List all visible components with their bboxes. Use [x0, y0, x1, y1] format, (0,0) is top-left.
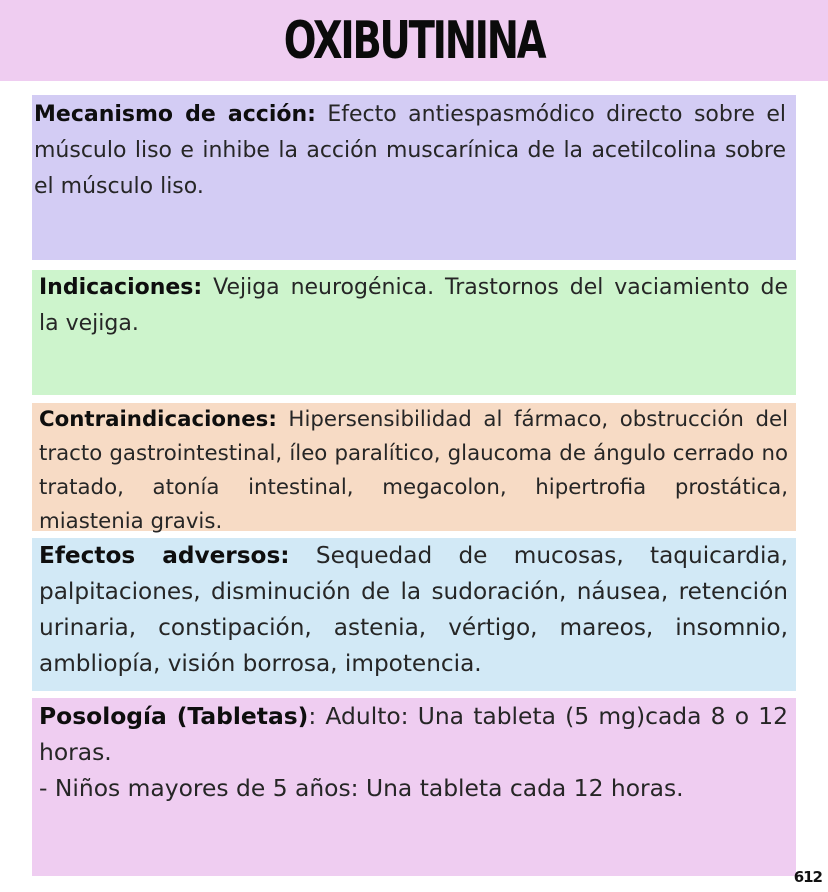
section-contraindicaciones	[32, 403, 796, 534]
efectos-text: Sequedad de mucosas, taquicardia, palpitaciones, disminución de la sudoración, náusea, retención urinaria, constipación, astenia, vértigo, mareos, insomnio, ambliopía, visión borrosa, impotencia.	[39, 542, 788, 677]
posologia-label: Posología (Tabletas)	[39, 702, 309, 730]
section-efectos-adversos	[32, 538, 796, 691]
section-indicaciones	[32, 270, 796, 395]
indicaciones-text: Vejiga neurogénica. Trastornos del vaciamiento de la vejiga.	[39, 275, 788, 336]
section-mecanismo	[32, 95, 796, 260]
page-title: OXIBUTININA	[283, 10, 545, 71]
section-posologia	[32, 698, 796, 876]
posologia-ninos: - Niños mayores de 5 años: Una tableta cada 12 horas.	[39, 774, 684, 802]
mecanismo-text: Efecto antiespasmódico directo sobre el músculo liso e inhibe la acción muscarínica de la acetilcolina sobre el músculo liso.	[34, 102, 786, 199]
title-bar	[0, 0, 828, 81]
contraindicaciones-label: Contraindicaciones:	[39, 407, 277, 432]
posologia-text: : Adulto: Una tableta (5 mg)cada 8 o 12 horas.	[39, 702, 788, 766]
indicaciones-label: Indicaciones:	[39, 275, 203, 300]
efectos-label: Efectos adversos:	[39, 542, 290, 569]
mecanismo-label: Mecanismo de acción:	[34, 102, 316, 127]
page-number: 612	[793, 868, 822, 886]
contraindicaciones-text: Hipersensibilidad al fármaco, obstrucción del tracto gastrointestinal, íleo paralítico, glaucoma de ángulo cerrado no tratado, atonía intestinal, megacolon, hipertrofia prostática, miastenia gravis.	[39, 407, 788, 534]
